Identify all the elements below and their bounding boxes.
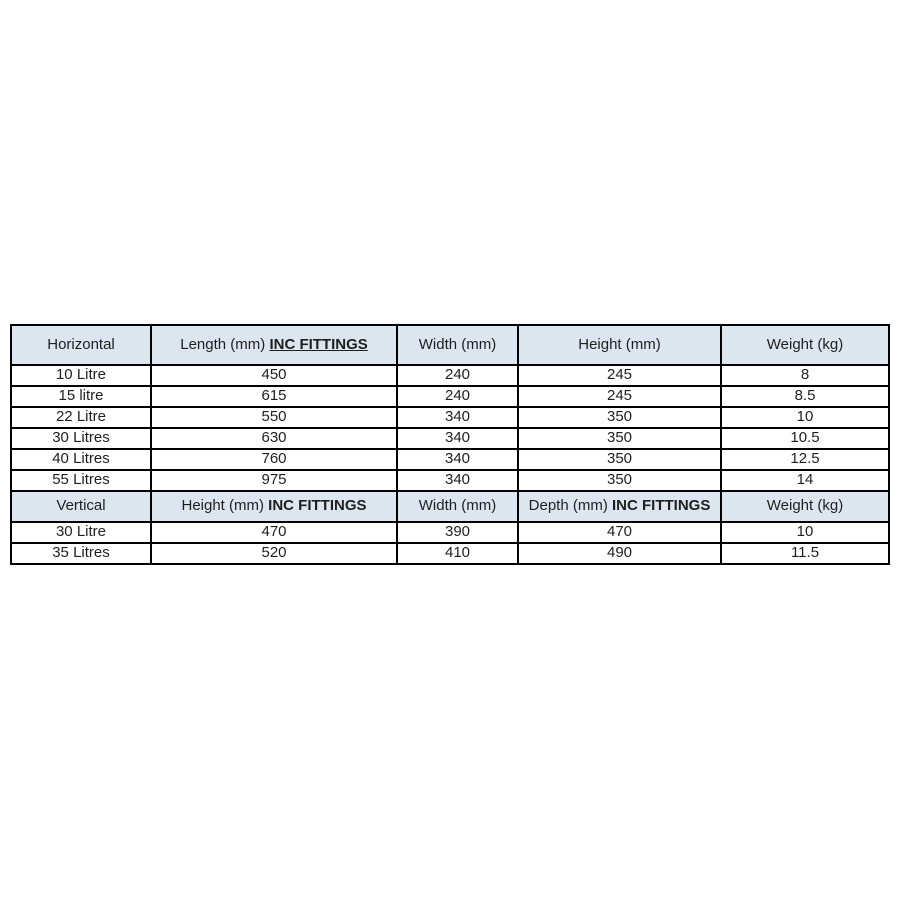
row-label: 10 Litre [11, 365, 151, 386]
height-value: 520 [151, 543, 397, 564]
header-width: Width (mm) [397, 325, 518, 365]
width-value: 240 [397, 365, 518, 386]
header-length-inc-fittings: INC FITTINGS [269, 335, 368, 353]
height-value: 245 [518, 365, 721, 386]
header-length [151, 325, 397, 365]
table-row-40-litres [11, 449, 889, 470]
spec-table [10, 324, 890, 565]
height-value: 350 [518, 407, 721, 428]
table-row-30-litre-vertical [11, 522, 889, 543]
header-weight: Weight (kg) [721, 325, 889, 365]
horizontal-header-row [11, 325, 889, 365]
header-height-prefix: Height (mm) [181, 497, 269, 515]
height-value: 350 [518, 449, 721, 470]
length-value: 550 [151, 407, 397, 428]
row-label: 35 Litres [11, 543, 151, 564]
weight-value: 12.5 [721, 449, 889, 470]
header-length-prefix: Length (mm) [180, 335, 270, 353]
row-label: 30 Litres [11, 428, 151, 449]
table-row-15-litre [11, 386, 889, 407]
row-label: 22 Litre [11, 407, 151, 428]
depth-value: 490 [518, 543, 721, 564]
header-weight: Weight (kg) [721, 491, 889, 522]
header-horizontal: Horizontal [11, 325, 151, 365]
length-value: 615 [151, 386, 397, 407]
weight-value: 10 [721, 522, 889, 543]
length-value: 760 [151, 449, 397, 470]
width-value: 390 [397, 522, 518, 543]
header-vertical: Vertical [11, 491, 151, 522]
table-row-55-litres [11, 470, 889, 491]
weight-value: 8.5 [721, 386, 889, 407]
header-depth-inc-fittings: INC FITTINGS [612, 497, 711, 515]
row-label: 30 Litre [11, 522, 151, 543]
table-row-30-litres [11, 428, 889, 449]
height-value: 245 [518, 386, 721, 407]
row-label: 15 litre [11, 386, 151, 407]
header-depth [518, 491, 721, 522]
weight-value: 10.5 [721, 428, 889, 449]
table-row-22-litre [11, 407, 889, 428]
header-height-inc-fittings: INC FITTINGS [268, 497, 367, 515]
weight-value: 10 [721, 407, 889, 428]
table-row-35-litres-vertical [11, 543, 889, 564]
row-label: 40 Litres [11, 449, 151, 470]
height-value: 470 [151, 522, 397, 543]
weight-value: 11.5 [721, 543, 889, 564]
length-value: 630 [151, 428, 397, 449]
height-value: 350 [518, 470, 721, 491]
weight-value: 14 [721, 470, 889, 491]
header-depth-prefix: Depth (mm) [528, 497, 612, 515]
width-value: 340 [397, 428, 518, 449]
header-width: Width (mm) [397, 491, 518, 522]
header-height: Height (mm) [518, 325, 721, 365]
length-value: 975 [151, 470, 397, 491]
vertical-header-row [11, 491, 889, 522]
width-value: 340 [397, 407, 518, 428]
width-value: 410 [397, 543, 518, 564]
table-row-10-litre [11, 365, 889, 386]
width-value: 340 [397, 449, 518, 470]
weight-value: 8 [721, 365, 889, 386]
width-value: 340 [397, 470, 518, 491]
height-value: 350 [518, 428, 721, 449]
width-value: 240 [397, 386, 518, 407]
length-value: 450 [151, 365, 397, 386]
row-label: 55 Litres [11, 470, 151, 491]
depth-value: 470 [518, 522, 721, 543]
header-height-inc [151, 491, 397, 522]
